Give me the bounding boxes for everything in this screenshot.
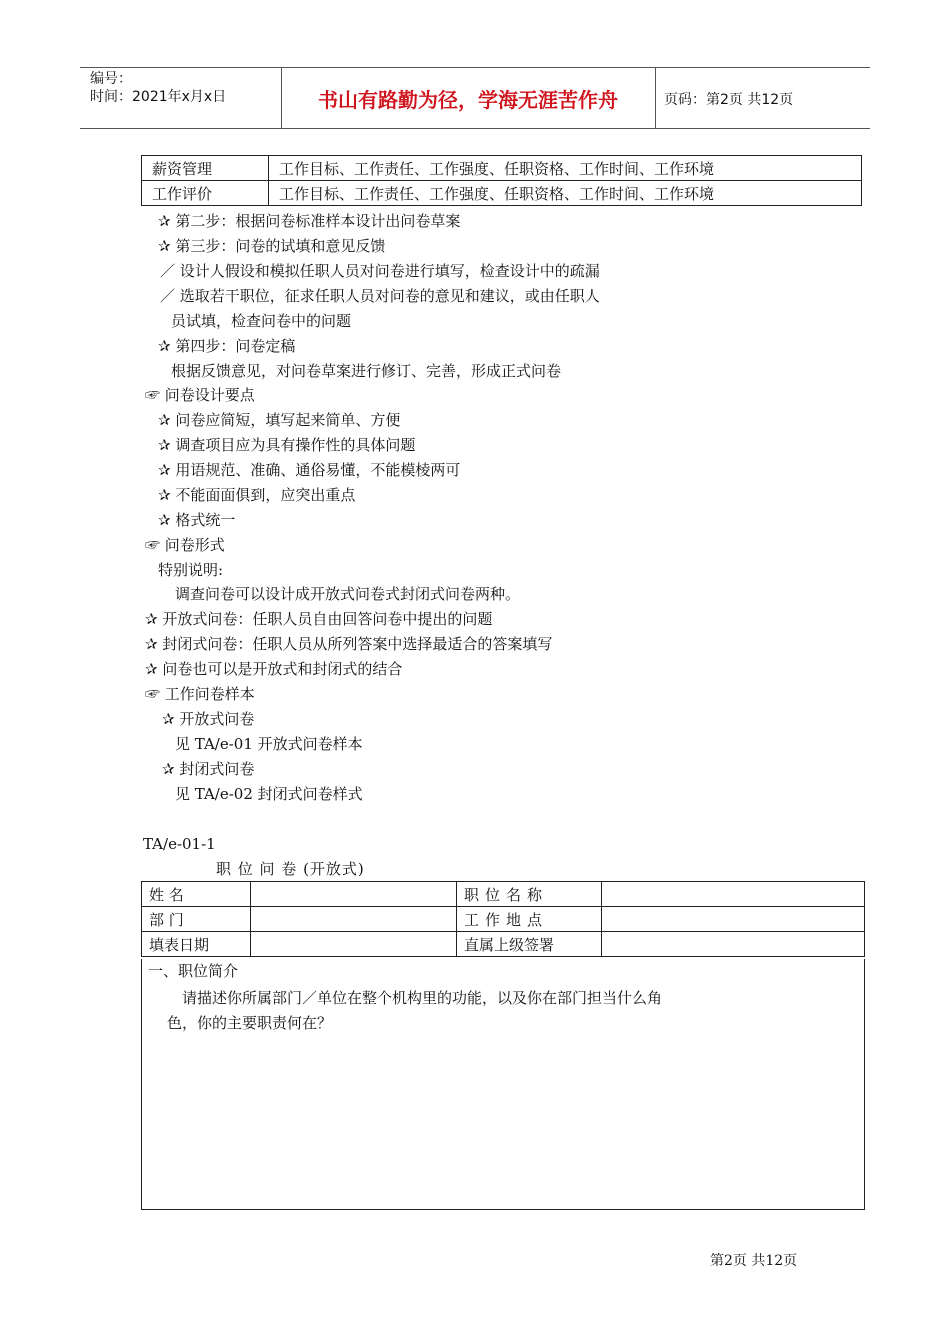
form-type: ✰ 封闭式问卷：任职人员从所列答案中选择最适合的答案填写 [145,635,553,653]
header-page-info: 页码：第2页 共12页 [664,92,794,108]
form-title: 职 位 问 卷 (开放式) [216,860,365,878]
date-field[interactable] [251,932,457,957]
design-points-heading: ☞ 问卷设计要点 [145,386,255,404]
location-label: 工作地点 [457,907,602,932]
table-row [142,181,862,206]
header-motto: 书山有路勤为径，学海无涯苦作舟 [318,88,618,112]
table-row [142,932,865,957]
row-label: 工作评价 [142,181,269,206]
date-label: 填表日期 [142,932,251,957]
row-value: 工作目标、工作责任、工作强度、任职资格、工作时间、工作环境 [269,181,862,206]
sample-closed-ref: 见 TA/e-02 封闭式问卷样式 [175,785,363,803]
step-three-item-2-cont: 员试填，检查问卷中的问题 [171,312,352,330]
header-time: 时间：2021年x月x日 [90,89,227,105]
header-bottom-rule [80,128,870,129]
form-type: ✰ 问卷也可以是开放式和封闭式的结合 [145,660,403,678]
table-row [142,882,865,907]
section-question-cont: 色，你的主要职责何在？ [167,1014,333,1032]
sample-open: ✰ 开放式问卷 [162,710,255,728]
job-intro-section[interactable] [141,959,865,1210]
design-point: ✰ 问卷应简短，填写起来简单、方便 [158,411,401,429]
step-four-desc: 根据反馈意见，对问卷草案进行修订、完善，形成正式问卷 [171,362,562,380]
name-label: 姓 名 [142,882,251,907]
table-row [142,156,862,181]
position-field[interactable] [602,882,865,907]
special-note-text: 调查问卷可以设计成开放式问卷式封闭式问卷两种。 [175,585,521,603]
header-top-rule [80,67,870,68]
header-meta [90,70,226,106]
samples-heading: ☞ 工作问卷样本 [145,685,255,703]
design-point: ✰ 用语规范、准确、通俗易懂，不能模棱两可 [158,461,461,479]
name-field[interactable] [251,882,457,907]
sample-open-ref: 见 TA/e-01 开放式问卷样本 [175,735,363,753]
form-type: ✰ 开放式问卷：任职人员自由回答问卷中提出的问题 [145,610,493,628]
forms-heading: ☞ 问卷形式 [145,536,225,554]
section-title: 一、职位简介 [148,962,239,980]
design-point: ✰ 格式统一 [158,511,236,529]
supervisor-label: 直属上级签署 [457,932,602,957]
dept-label: 部 门 [142,907,251,932]
header-divider-right [655,67,656,128]
page-footer: 第2页 共12页 [710,1253,798,1269]
section-question: 请描述你所属部门／单位在整个机构里的功能，以及你在部门担当什么角 [182,989,663,1007]
design-point: ✰ 不能面面俱到，应突出重点 [158,486,356,504]
step-four: ✰ 第四步：问卷定稿 [158,337,296,355]
position-label: 职位名称 [457,882,602,907]
header-number: 编号： [90,71,132,87]
row-value: 工作目标、工作责任、工作强度、任职资格、工作时间、工作环境 [269,156,862,181]
step-three-item-1: ／ 设计人假设和模拟任职人员对问卷进行填写，检查设计中的疏漏 [160,262,600,280]
dept-field[interactable] [251,907,457,932]
step-two: ✰ 第二步：根据问卷标准样本设计出问卷草案 [158,212,461,230]
form-code: TA/e-01-1 [143,835,216,853]
step-three: ✰ 第三步：问卷的试填和意见反馈 [158,237,386,255]
requirements-table [141,155,862,206]
design-point: ✰ 调查项目应为具有操作性的具体问题 [158,436,416,454]
special-note-label: 特别说明: [158,561,224,579]
step-three-item-2: ／ 选取若干职位，征求任职人员对问卷的意见和建议，或由任职人 [160,287,600,305]
table-row [142,907,865,932]
row-label: 薪资管理 [142,156,269,181]
questionnaire-info-table [141,881,865,957]
location-field[interactable] [602,907,865,932]
sample-closed: ✰ 封闭式问卷 [162,760,255,778]
supervisor-field[interactable] [602,932,865,957]
